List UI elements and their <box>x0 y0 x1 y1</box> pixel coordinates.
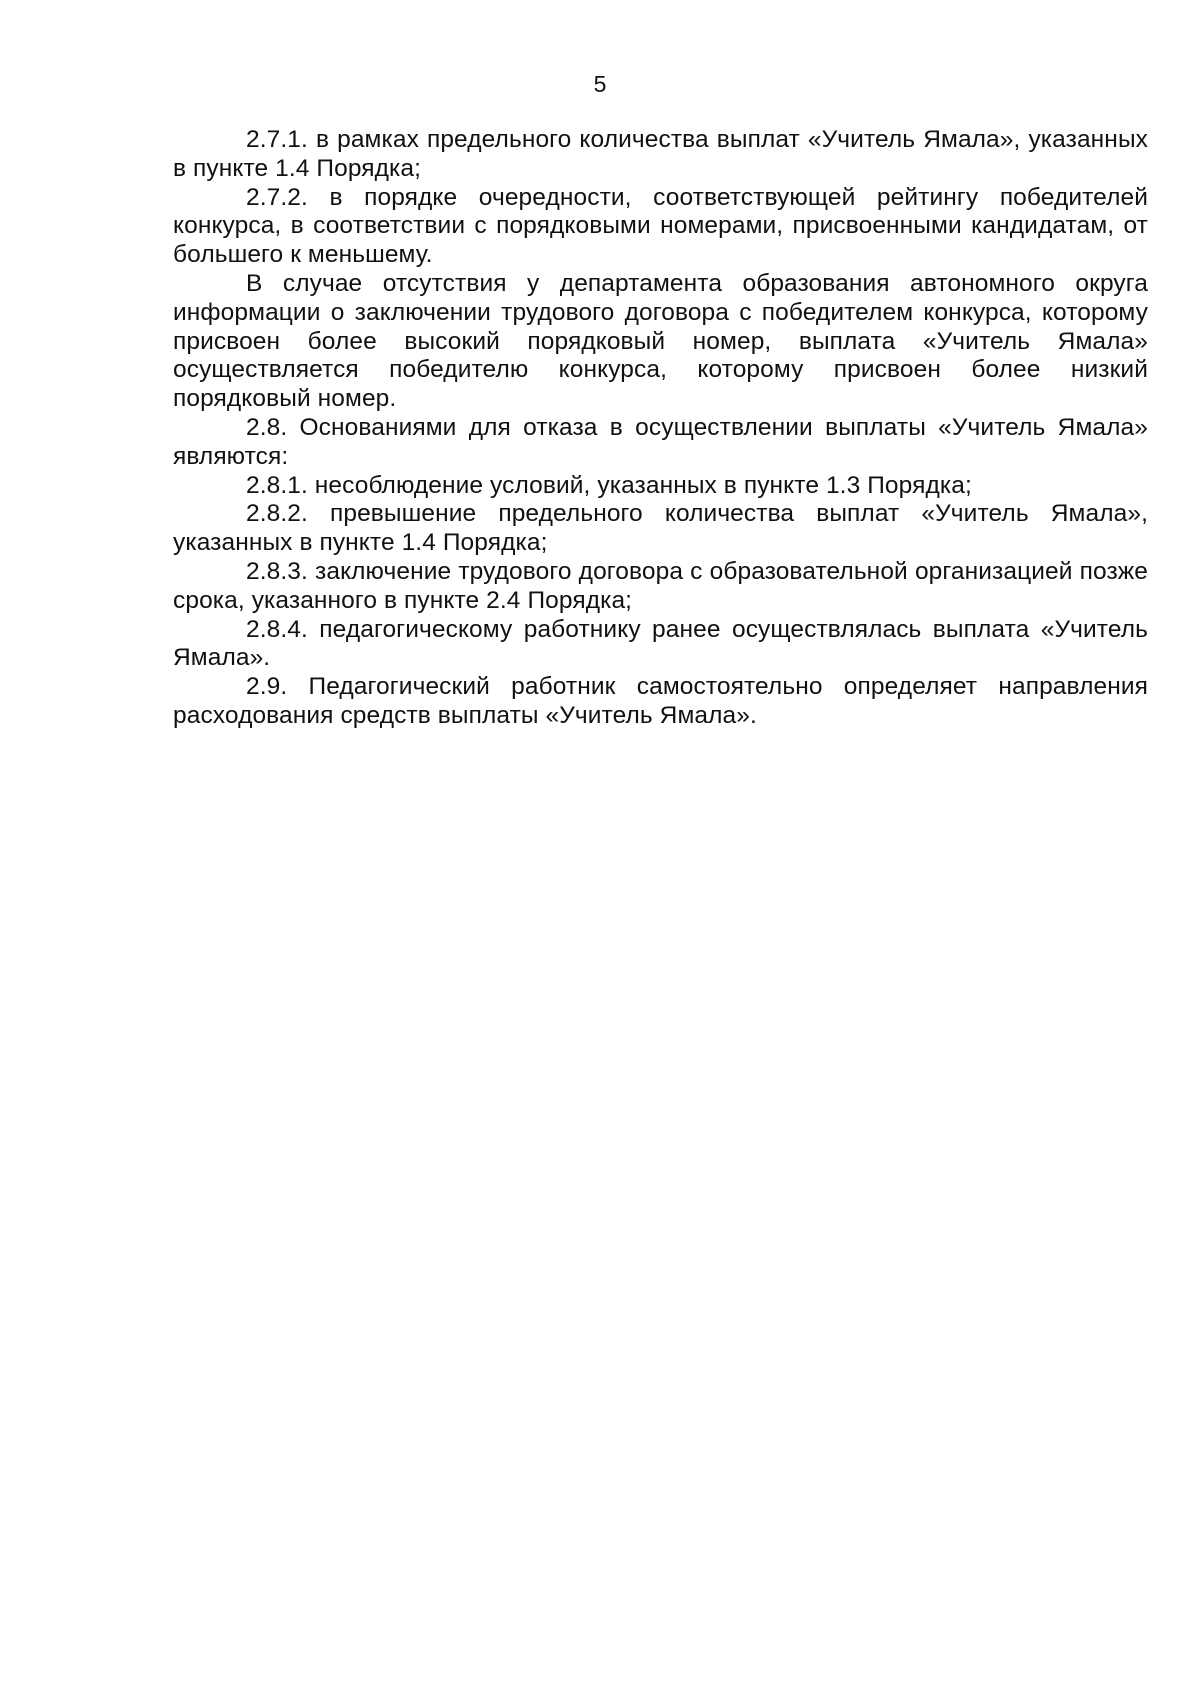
paragraph-2-9: 2.9. Педагогический работник самостоятельно определяет направления расходования средств выплаты «Учитель Ямала». <box>173 673 1148 729</box>
paragraph-2-7-1: 2.7.1. в рамках предельного количества выплат «Учитель Ямала», указанных в пункте 1.4 Порядка; <box>173 126 1148 182</box>
document-body <box>173 126 1148 731</box>
paragraph-2-7-2: 2.7.2. в порядке очередности, соответствующей рейтингу победителей конкурса, в соответствии с порядковыми номерами, присвоенными кандидатам, от большего к меньшему. <box>173 183 1148 269</box>
paragraph-absence-case: В случае отсутствия у департамента образования автономного округа информации о заключении трудового договора с победителем конкурса, которому присвоен более высокий порядковый номер, выплата «Учитель Ямала» осуществляется победителю конкурса, которому присвоен более низкий порядковый номер. <box>173 269 1148 413</box>
page-number: 5 <box>593 71 607 97</box>
paragraph-2-8-1: 2.8.1. несоблюдение условий, указанных в пункте 1.3 Порядка; <box>246 471 972 499</box>
paragraph-2-8-2: 2.8.2. превышение предельного количества выплат «Учитель Ямала», указанных в пункте 1.4 Порядка; <box>173 500 1148 557</box>
paragraph-2-8-4: 2.8.4. педагогическому работнику ранее осуществлялась выплата «Учитель Ямала». <box>173 615 1148 672</box>
paragraph-2-8: 2.8. Основаниями для отказа в осуществлении выплаты «Учитель Ямала» являются: <box>173 413 1148 470</box>
paragraph-2-8-3: 2.8.3. заключение трудового договора с образовательной организацией позже срока, указанного в пункте 2.4 Порядка; <box>173 557 1148 614</box>
